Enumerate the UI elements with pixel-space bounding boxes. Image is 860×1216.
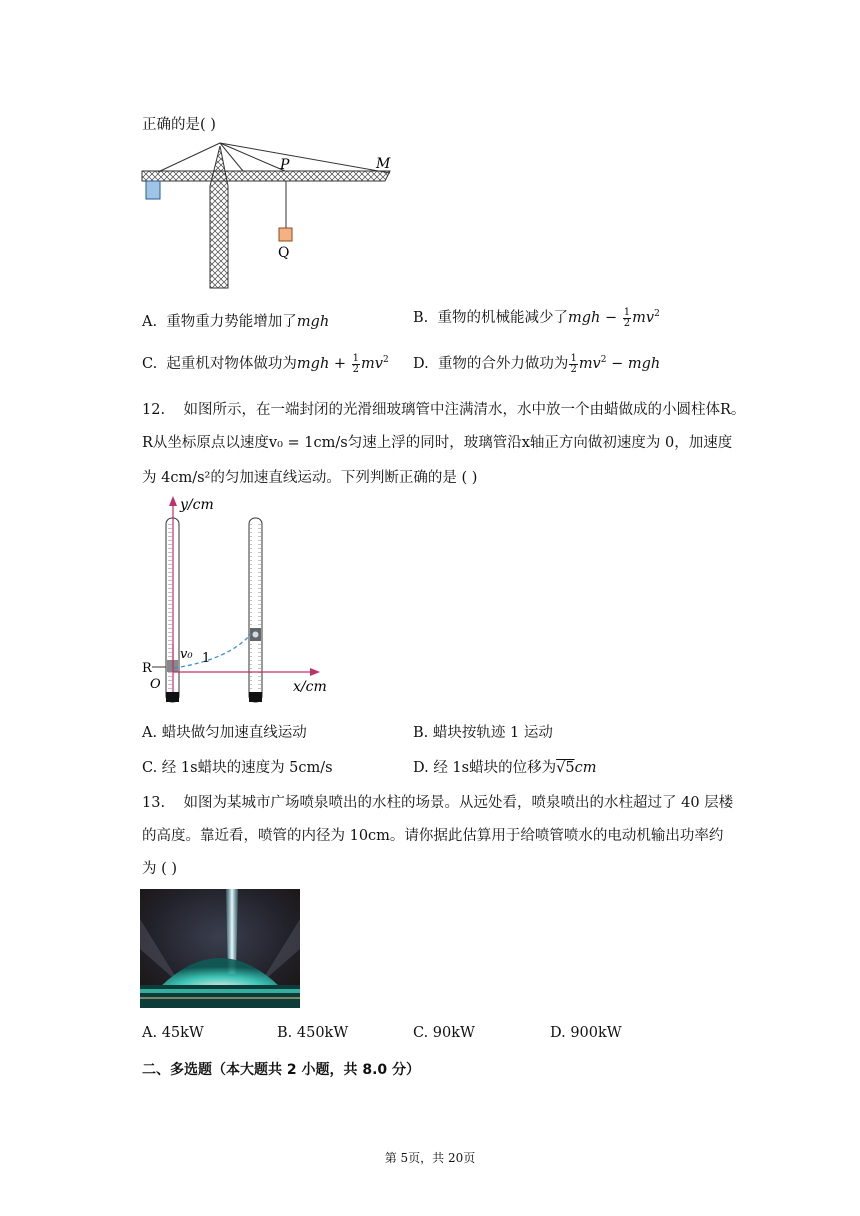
label-p: P <box>280 157 290 173</box>
q12-option-b[interactable]: B. 蜡块按轨迹 1 运动 <box>413 725 553 741</box>
q12-option-d[interactable]: D. 经 1s蜡块的位移为√5cm <box>413 760 597 776</box>
label-v0: v₀ <box>180 647 193 662</box>
q13-option-a[interactable]: A. 45kW <box>142 1025 204 1041</box>
label-trajectory-1: 1 <box>202 651 211 666</box>
crane-figure <box>140 138 400 294</box>
tube-left-cap <box>166 692 179 702</box>
glass-tube-figure <box>138 492 338 708</box>
label-origin: O <box>150 677 161 692</box>
q13-option-d[interactable]: D. 900kW <box>550 1025 622 1041</box>
page-footer: 第 5页，共 20页 <box>384 1151 476 1165</box>
label-m: M <box>376 156 391 172</box>
q12-line3: 为 4cm/s²的匀加速直线运动。下列判断正确的是 ( ) <box>142 470 478 486</box>
q13-option-b[interactable]: B. 450kW <box>277 1025 349 1041</box>
q11-option-d[interactable]: D. 重物的合外力做功为 $\frac{1}{2}$ $mv^2$ − mgh <box>413 352 661 375</box>
crane-boom <box>142 171 390 181</box>
q13-line3: 为 ( ) <box>142 861 178 877</box>
q12-line1: 12. 如图所示，在一端封闭的光滑细玻璃管中注满清水，水中放一个由蜡做成的小圆柱体R。 <box>142 402 746 418</box>
q11-option-b[interactable]: B. 重物的机械能减少了mgh − $\frac{1}{2}$ $mv^2$ <box>413 306 660 329</box>
label-y-axis: y/cm <box>180 497 214 513</box>
q13-option-c[interactable]: C. 90kW <box>413 1025 475 1041</box>
tube-right-cap <box>249 692 262 702</box>
fountain-photo <box>140 889 300 1008</box>
q13-line2: 的高度。靠近看，喷管的内径为 10cm。请你据此估算用于给喷管喷水的电动机输出功率约 <box>142 828 724 844</box>
crane-tower <box>210 146 228 288</box>
q11-option-c[interactable]: C. 起重机对物体做功为mgh + $\frac{1}{2}$ $mv^2$ <box>142 352 389 375</box>
q12-option-a[interactable]: A. 蜡块做匀加速直线运动 <box>142 725 307 741</box>
label-r: R <box>142 661 152 676</box>
q11-stem-tail: 正确的是( ) <box>142 117 216 133</box>
label-x-axis: x/cm <box>293 679 327 695</box>
q11-option-a[interactable]: A. 重物重力势能增加了mgh <box>142 314 330 330</box>
section-heading: 二、多选题（本大题共 2 小题，共 8.0 分） <box>142 1062 421 1078</box>
load-q <box>279 228 292 241</box>
q12-line2: R从坐标原点以速度v₀ = 1cm/s匀速上浮的同时，玻璃管沿x轴正方向做初速度为 0，加速度 <box>142 435 733 451</box>
label-q: Q <box>278 245 290 261</box>
counterweight <box>146 181 160 199</box>
q12-option-c[interactable]: C. 经 1s蜡块的速度为 5cm/s <box>142 760 333 776</box>
q13-line1: 13. 如图为某城市广场喷泉喷出的水柱的场景。从远处看，喷泉喷出的水柱超过了 40 层楼 <box>142 795 734 811</box>
